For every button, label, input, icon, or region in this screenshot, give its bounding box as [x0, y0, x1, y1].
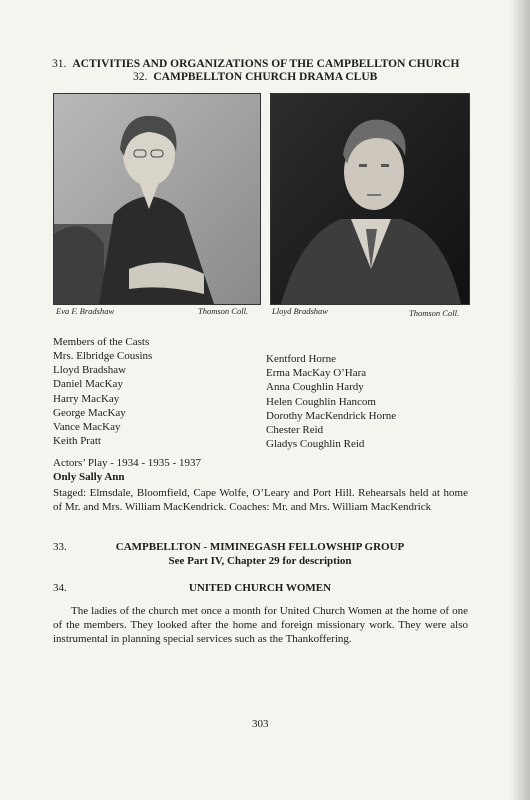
- cast-member: Gladys Coughlin Reid: [266, 438, 365, 451]
- photo-lloyd-bradshaw: [270, 93, 470, 305]
- section-33-title: CAMPBELLTON - MIMINEGASH FELLOWSHIP GROUP: [115, 541, 405, 553]
- cast-list-right: [266, 352, 396, 451]
- cast-member: Anna Coughlin Hardy: [266, 381, 364, 394]
- section-34-body: The ladies of the church met once a month for United Church Women at the home of one of the members. They looked after the home and foreign missionary work. They were also instrumental in planning special services such as the Thankoffering.: [53, 605, 468, 646]
- section-33-subtitle: See Part IV, Chapter 29 for description: [168, 555, 352, 567]
- cast-member: Kentford Horne: [266, 353, 336, 365]
- photo-caption-right-name: Lloyd Bradshaw: [272, 306, 328, 316]
- cast-heading: Members of the Casts: [53, 336, 150, 348]
- photo-eva-bradshaw: [53, 93, 261, 305]
- cast-member: Helen Coughlin Hancom: [266, 395, 376, 408]
- section-34-number: 34.: [53, 582, 67, 594]
- cast-member: Vance MacKay: [53, 421, 121, 434]
- page-number: 303: [252, 718, 269, 730]
- page-edge-shadow: [510, 0, 530, 800]
- cast-member: George MacKay: [53, 406, 126, 419]
- cast-member: Mrs. Elbridge Cousins: [53, 350, 153, 362]
- cast-member: Keith Pratt: [53, 435, 101, 448]
- cast-member: Lloyd Bradshaw: [53, 364, 127, 377]
- cast-member: Harry MacKay: [53, 392, 120, 405]
- section-33-number: 33.: [53, 541, 67, 553]
- section-32-heading: 32. CAMPBELLTON CHURCH DRAMA CLUB: [133, 71, 378, 83]
- cast-list-left: [53, 349, 152, 448]
- cast-member: Dorothy MacKendrick Horne: [266, 409, 397, 422]
- cast-member: Daniel MacKay: [53, 378, 123, 391]
- play-years: Actors’ Play - 1934 - 1935 - 1937: [53, 457, 201, 469]
- photo-caption-right-credit: Thomson Coll.: [409, 308, 460, 318]
- section-34-title: UNITED CHURCH WOMEN: [188, 582, 332, 594]
- section-31-heading: 31. ACTIVITIES AND ORGANIZATIONS OF THE CAMPBELLTON CHURCH: [52, 58, 460, 70]
- cast-member: Chester Reid: [266, 424, 324, 437]
- photo-caption-left-credit: Thomson Coll.: [198, 306, 249, 316]
- play-title: Only Sally Ann: [53, 471, 125, 483]
- cast-member: Erma MacKay O’Hara: [266, 367, 367, 380]
- play-staged: Staged: Elmsdale, Bloomfield, Cape Wolfe, O’Leary and Port Hill. Rehearsals held at home of Mr. and Mrs. William MacKendrick. Coaches: Mr. and Mrs. William MacKendrick: [53, 487, 468, 514]
- photo-caption-left-name: Eva F. Bradshaw: [56, 306, 115, 316]
